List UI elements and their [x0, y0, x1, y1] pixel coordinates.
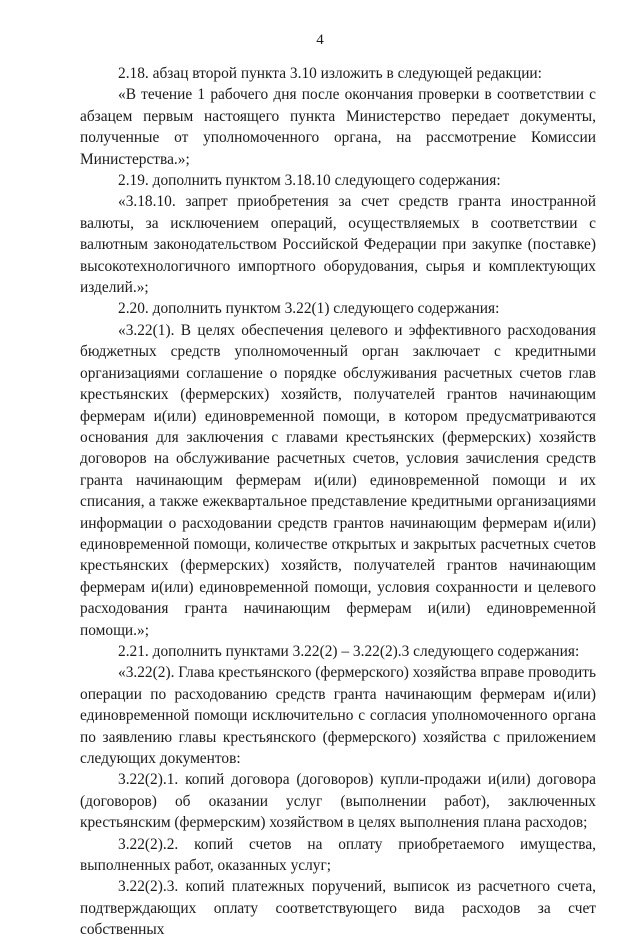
paragraph-2-21: 2.21. дополнить пунктами 3.22(2) – 3.22(2).3 следующего содержания:: [118, 642, 580, 660]
document-body: [80, 63, 596, 941]
paragraph-2-20-text: «3.22(1). В целях обеспечения целевого и эффективного расходования бюджетных средств уполномоченный орган заключает с кредитными организациями соглашение о порядке обслуживания расчетных счетов глав крестьянских (фермерских) хозяйств, получателей грантов начинающим фермерам и(или) единовременной помощи, в котором предусматриваются основания для заключения с главами крестьянских (фермерских) хозяйств договоров на обслуживание расчетных счетов, условия зачисления средств гранта начинающим фермерам и(или) единовременной помощи и их списания, а также ежеквартальное представление кредитными организациями информации о расходовании средств грантов начинающим фермерам и(или) единовременной помощи, количестве открытых и закрытых расчетных счетов крестьянских (фермерских) хозяйств, получателей грантов начинающим фермерам и(или) единовременной помощи, условия сохранности и целевого расходования гранта начинающим фермерам и(или) единовременной помощи.»;: [80, 321, 596, 639]
page-number: 4: [316, 32, 324, 48]
paragraph-2-19-text: «3.18.10. запрет приобретения за счет средств гранта иностранной валюты, за исключением операций, осуществляемых в соответствии с валютным законодательством Российской Федерации при закупке (поставке) высокотехнологичного импортного оборудования, сырья и комплектующих изделий.»;: [80, 193, 596, 297]
paragraph-3-22-2-2: 3.22(2).2. копий счетов на оплату приобретаемого имущества, выполненных работ, оказанных услуг;: [80, 835, 596, 875]
paragraph-2-18-text: «В течение 1 рабочего дня после окончания проверки в соответствии с абзацем первым настоящего пункта Министерство передает документы, полученные от уполномоченного органа, на рассмотрение Комиссии Министерства.»;: [80, 86, 596, 168]
paragraph-2-18: 2.18. абзац второй пункта 3.10 изложить в следующей редакции:: [118, 65, 542, 82]
paragraph-3-22-2-3: 3.22(2).3. копий платежных поручений, выписок из расчетного счета, подтверждающих оплату соответствующего вида расходов за счет собственных: [80, 878, 596, 939]
paragraph-3-22-2: «3.22(2). Глава крестьянского (фермерского) хозяйства вправе проводить операции по расходованию средств гранта начинающим фермерам и(или) единовременной помощи исключительно с согласия уполномоченного органа по заявлению главы крестьянского (фермерского) хозяйства с приложением следующих документов:: [80, 664, 596, 767]
paragraph-3-22-2-1: 3.22(2).1. копий договора (договоров) купли-продажи и(или) договора (договоров) об оказании услуг (выполнении работ), заключенных крестьянским (фермерским) хозяйством в целях выполнения плана расходов;: [80, 771, 596, 832]
paragraph-2-20: 2.20. дополнить пунктом 3.22(1) следующего содержания:: [118, 300, 500, 318]
paragraph-2-19: 2.19. дополнить пунктом 3.18.10 следующего содержания:: [118, 172, 501, 190]
